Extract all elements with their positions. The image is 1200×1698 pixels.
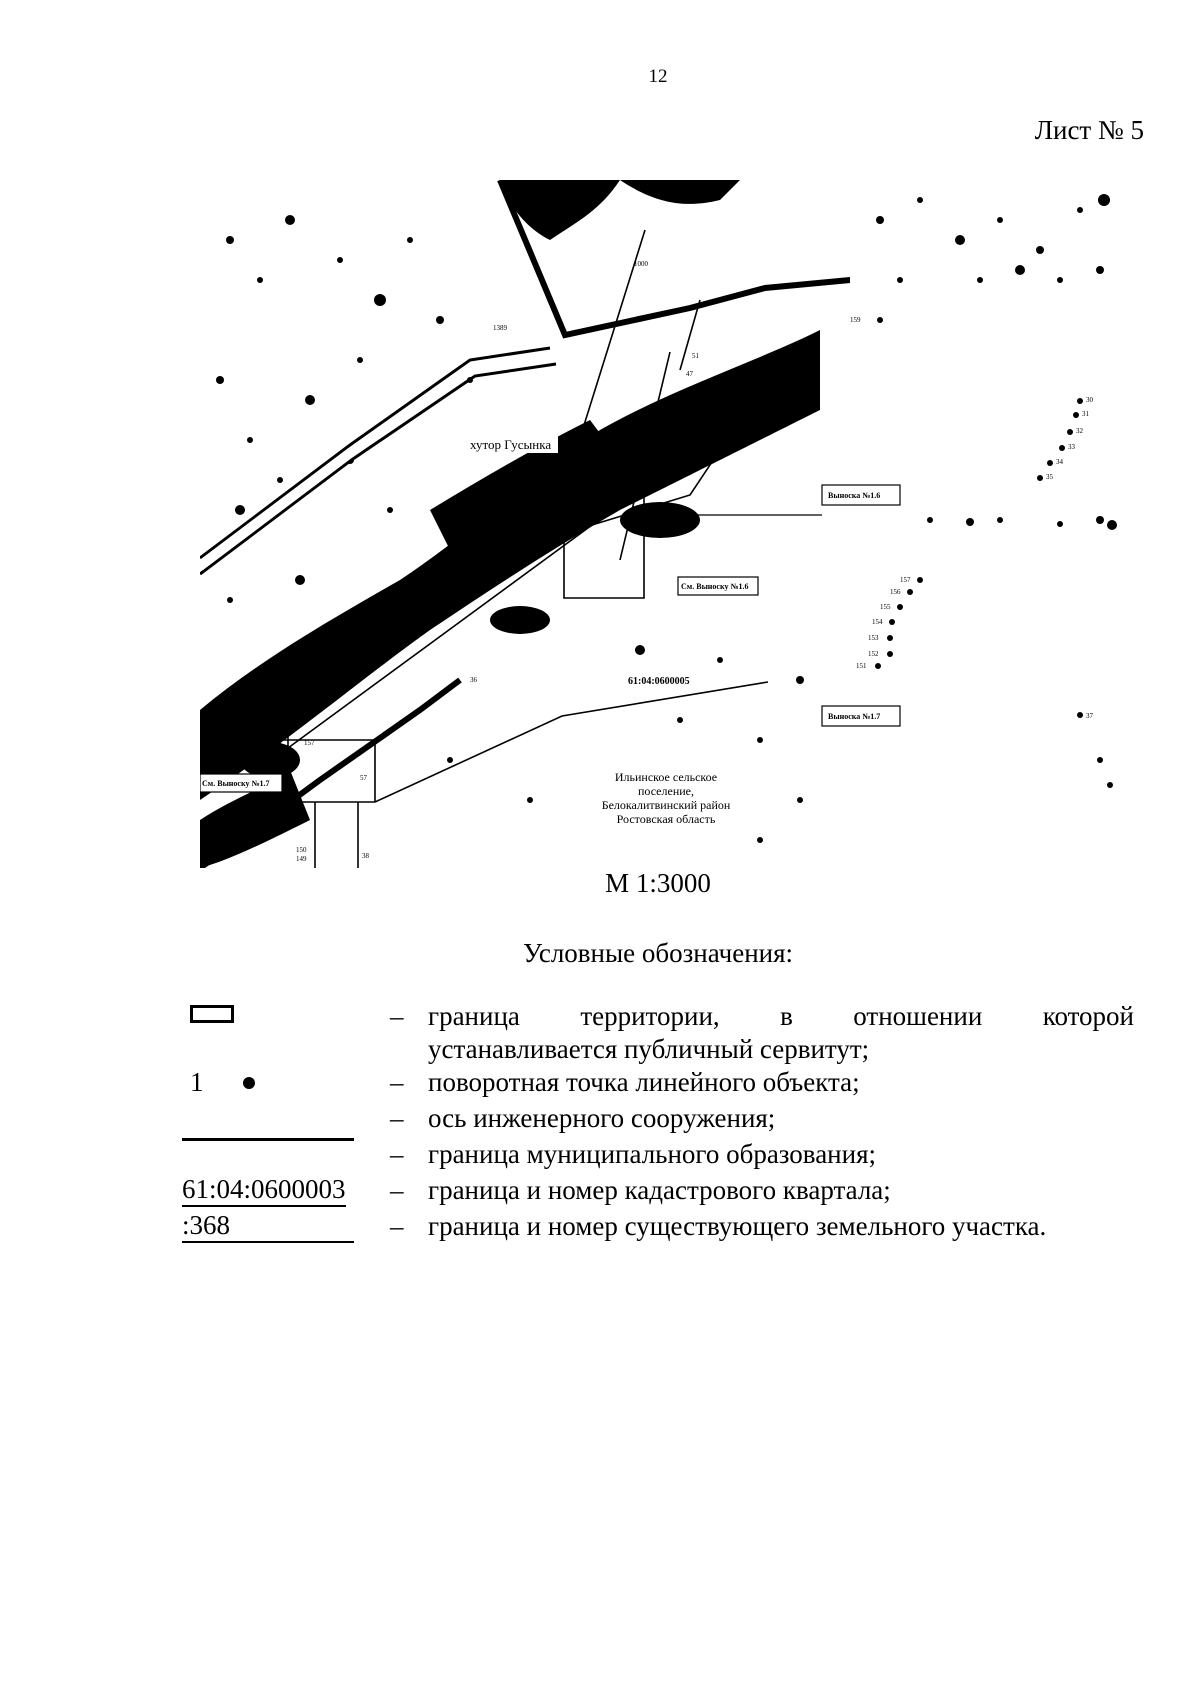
point-label: 151 xyxy=(856,662,867,670)
point-label: 157 xyxy=(304,739,315,747)
legend-symbol-rectangle xyxy=(182,1000,354,1033)
point-label: 47 xyxy=(686,370,693,378)
legend-item-easement-boundary xyxy=(182,1000,1134,1066)
point-label: 154 xyxy=(872,618,883,626)
svg-text:поселение,: поселение, xyxy=(637,784,695,798)
legend-symbol-point xyxy=(182,1066,354,1099)
point-label: 51 xyxy=(692,352,699,360)
legend-symbol-cadastral xyxy=(182,1174,354,1207)
legend-dash: – xyxy=(390,1211,404,1241)
legend-text: поворотная точка линейного объекта; xyxy=(428,1067,860,1097)
point-label: 31 xyxy=(1082,410,1089,418)
point-label: 57 xyxy=(360,774,367,782)
legend-symbol-line xyxy=(182,1138,354,1171)
legend-text: ось инженерного сооружения; xyxy=(428,1103,776,1133)
callout-see-1-7 xyxy=(200,774,282,792)
svg-text:Выноска №1.6: Выноска №1.6 xyxy=(828,491,881,500)
legend-dash: – xyxy=(390,1139,404,1169)
legend-item-cadastral-quarter xyxy=(182,1174,1134,1210)
municipality-label xyxy=(602,766,731,830)
legend-dash: – xyxy=(390,1067,404,1097)
legend xyxy=(182,1000,1134,1246)
svg-text:Белокалитвинский район: Белокалитвинский район xyxy=(601,798,731,812)
sheet-number: Лист № 5 xyxy=(1034,115,1144,145)
legend-dash: – xyxy=(390,1175,404,1205)
legend-item-axis xyxy=(182,1102,1134,1138)
svg-text:хутор Гусынка: хутор Гусынка xyxy=(470,437,552,452)
svg-text:Ростовская область: Ростовская область xyxy=(616,812,716,826)
svg-text:Выноска №1.7: Выноска №1.7 xyxy=(828,712,881,721)
legend-symbol-axis xyxy=(182,1102,354,1135)
legend-item-land-plot xyxy=(182,1210,1134,1246)
svg-text:См. Выноску №1.7: См. Выноску №1.7 xyxy=(202,779,270,788)
point-label: 38 xyxy=(362,852,369,860)
point-number: 1 xyxy=(190,1067,204,1097)
point-label: 150 xyxy=(296,846,307,854)
point-label: 156 xyxy=(890,588,901,596)
plot-number: :368 xyxy=(182,1210,354,1243)
map-image xyxy=(200,180,1118,868)
point-label: 36 xyxy=(470,676,477,684)
point-label: 37 xyxy=(1086,712,1093,720)
point-label: 152 xyxy=(868,650,879,658)
point-label: 35 xyxy=(1046,473,1053,481)
cadastral-number: 61:04:0600003 xyxy=(182,1174,346,1207)
legend-text: граница муниципального образования; xyxy=(428,1139,877,1169)
legend-text: граница и номер существующего земельного участка. xyxy=(428,1211,1047,1241)
point-label: 34 xyxy=(1056,458,1063,466)
point-label: 149 xyxy=(296,855,307,863)
point-label: 153 xyxy=(868,634,879,642)
point-label: 155 xyxy=(880,603,891,611)
point-label: 30 xyxy=(1086,396,1093,404)
map-scale: М 1:3000 xyxy=(605,868,711,898)
legend-dash: – xyxy=(390,1001,404,1031)
callout-see-1-6 xyxy=(678,577,758,595)
page-number: 12 xyxy=(648,66,668,87)
svg-text:Ильинское сельское: Ильинское сельское xyxy=(614,770,718,784)
svg-text:См. Выноску №1.6: См. Выноску №1.6 xyxy=(681,582,749,591)
legend-dash: – xyxy=(390,1103,404,1133)
legend-item-municipal-boundary xyxy=(182,1138,1134,1174)
settlement-label xyxy=(466,435,558,453)
point-dot-icon xyxy=(243,1077,255,1089)
point-label: 1000 xyxy=(634,260,648,268)
legend-text: граница территории, в отношении которой xyxy=(428,1001,1134,1031)
point-label: 1389 xyxy=(493,324,507,332)
cadastral-quarter-label: 61:04:0600005 xyxy=(628,676,690,687)
point-label: 33 xyxy=(1068,443,1075,451)
legend-symbol-plot xyxy=(182,1210,354,1243)
point-label: 32 xyxy=(1076,427,1083,435)
legend-text: устанавливается публичный сервитут; xyxy=(428,1034,870,1064)
point-label: 157 xyxy=(900,576,911,584)
legend-title: Условные обозначения: xyxy=(522,938,794,968)
legend-item-turning-point xyxy=(182,1066,1134,1102)
legend-text: граница и номер кадастрового квартала; xyxy=(428,1175,891,1205)
callout-1-7 xyxy=(822,706,900,726)
point-label-159: 159 xyxy=(850,316,861,324)
